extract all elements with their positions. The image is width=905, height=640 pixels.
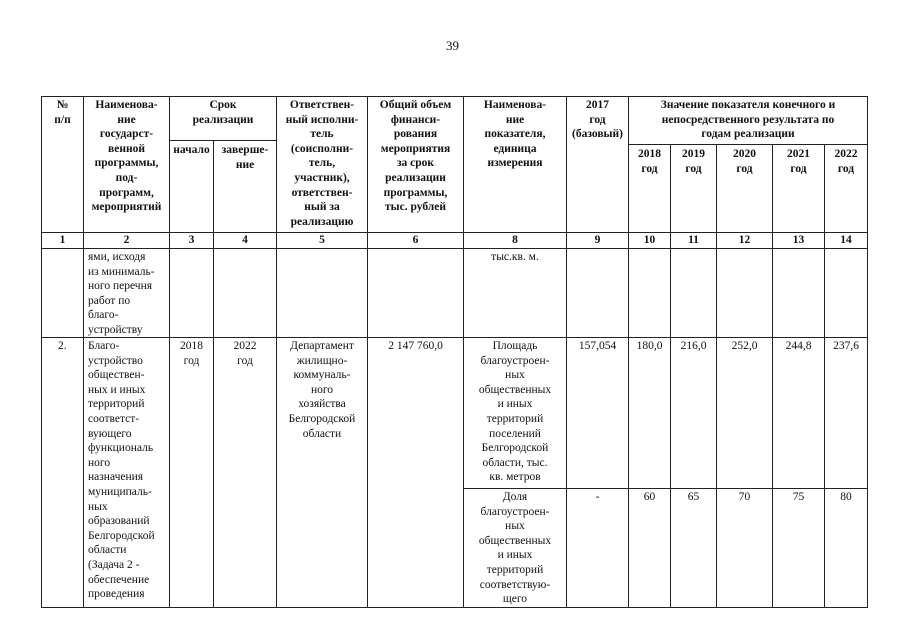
header-num: № п/п [54,99,71,126]
row2-start: 2018 год [180,340,203,367]
row2-ind1-2022: 237,6 [833,340,859,352]
row2-ind1-2019: 216,0 [680,340,707,352]
header-end: заверше- ние [221,144,269,171]
cont-row-name: ями, исходя из минималь- ного перечня работ по благо- устройству [88,251,155,336]
header-values: Значение показателя конечного и непосредственного результата по годам реализации [660,99,836,141]
header-year-2022: 2022 год [834,148,858,175]
colnum-bottom-line [41,248,868,249]
term-subheader-line [169,140,276,141]
colnum-6: 6 [412,234,419,246]
row2-ind1-name: Площадь благоустроен- ных общественных и иных территорий поселений Белгородской области, тыс. кв. метров [478,340,552,484]
header-year-2020: 2020 год [733,148,756,175]
row2-ind2-name: Доля благоустроен- ных общественных и иных территорий соответствую- щего [478,491,552,606]
header-financing: Общий объем финанси- рования мероприятия за срок реализации программы, тыс. рублей [379,99,452,214]
header-name: Наименова- ние государст- венной программы, под- программ, мероприятий [91,99,162,214]
header-responsible: Ответствен- ный исполни- тель (соисполни- тель, участник), ответствен- ный за реализацию [285,99,359,228]
page-number: 39 [446,38,459,53]
colnum-3: 3 [188,234,195,246]
header-term: Срок реализации [192,99,254,126]
table-bottom-border [41,607,868,608]
colnum-8: 8 [512,234,518,246]
row2-ind2-2021: 75 [792,491,805,503]
col-border-13 [867,96,868,608]
row2-name: Благо- устройство обществен- ных и иных территорий соответст- вующего функциональ ного назначения муниципаль- ных образований Белгородской области (Задача 2 - обеспечение проведения [88,340,155,601]
col-border-9 [670,144,671,608]
colnum-9: 9 [594,234,601,246]
colnum-13: 13 [792,234,805,246]
colnum-5: 5 [319,234,325,246]
row2-ind1-2021: 244,8 [785,340,812,352]
row2-end: 2022 год [233,340,257,367]
col-border-3 [213,140,214,608]
values-subheader-line [628,144,868,145]
colnum-1: 1 [59,234,66,246]
colnum-11: 11 [688,234,699,246]
header-indicator: Наименова- ние показателя, единица измерения [483,99,547,170]
row2-ind2-base: - [595,491,600,503]
header-base-year: 2017 год (базовый) [572,99,623,141]
row2-responsible: Департамент жилищно- коммуналь- ного хозяйства Белгородской области [288,340,356,440]
row2-ind2-2022: 80 [840,491,852,503]
col-border-0 [41,96,42,608]
row2-ind1-2018: 180,0 [636,340,663,352]
colnum-2: 2 [123,234,130,246]
row2-financing: 2 147 760,0 [388,340,443,352]
row2-num: 2. [58,340,67,352]
col-border-10 [716,144,717,608]
header-year-2021: 2021 год [787,148,810,175]
colnum-12: 12 [738,234,751,246]
colnum-10: 10 [643,234,656,246]
colnum-4: 4 [242,234,248,246]
row2-ind1-2020: 252,0 [731,340,758,352]
row2-ind2-2018: 60 [643,491,656,503]
colnum-14: 14 [840,234,852,246]
row2-ind1-base: 157,054 [578,340,617,352]
indicator-separator-line [463,488,868,489]
col-border-12 [824,144,825,608]
header-year-2018: 2018 год [638,148,661,175]
header-start: начало [173,144,210,156]
row2-ind2-2019: 65 [687,491,700,503]
header-year-2019: 2019 год [682,148,705,175]
table-top-border [41,96,868,97]
cont-row-indicator: тыс.кв. м. [491,251,539,263]
row2-ind2-2020: 70 [738,491,751,503]
col-border-11 [772,144,773,608]
